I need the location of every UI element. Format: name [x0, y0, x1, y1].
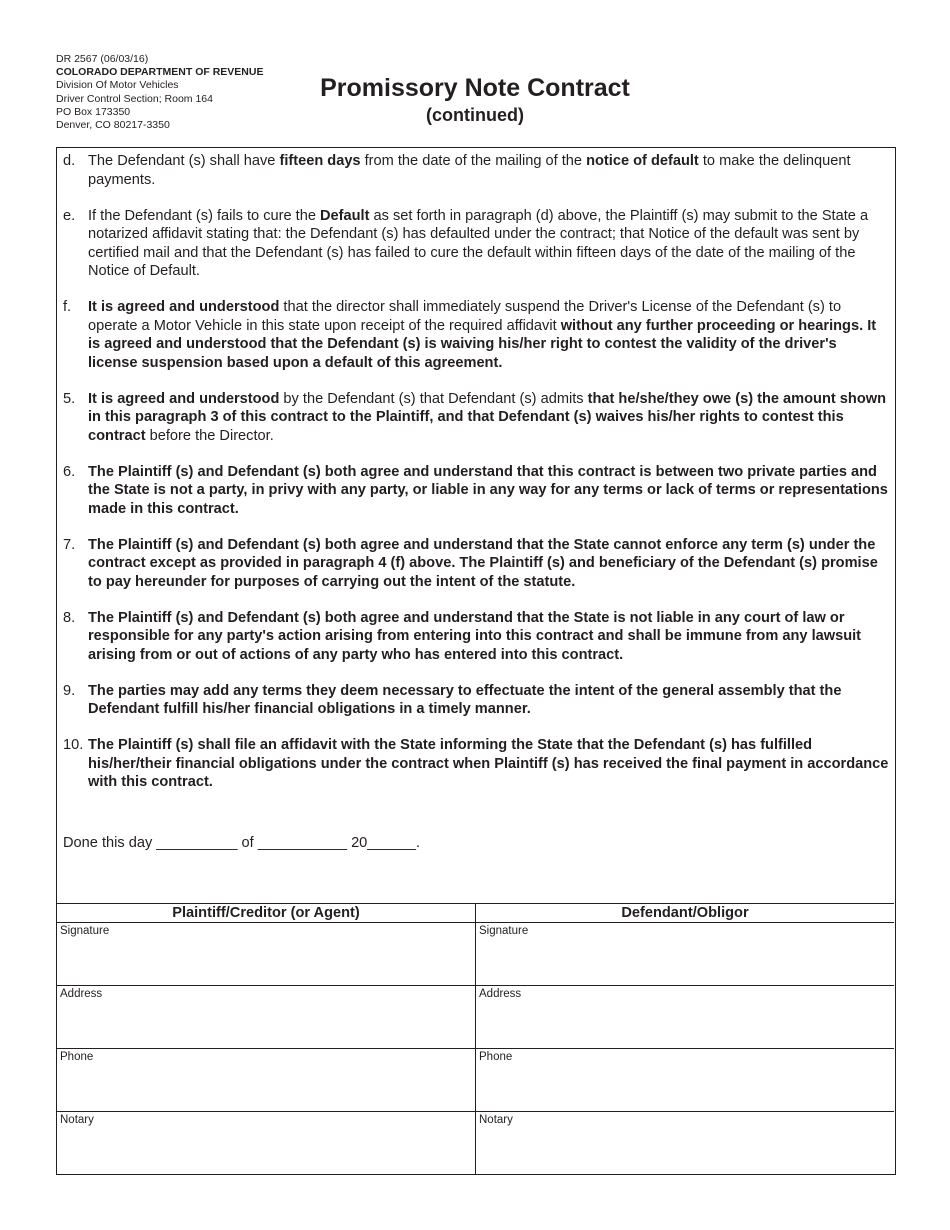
- contract-frame: [56, 147, 896, 1175]
- clause-item: [63, 682, 889, 719]
- clause-marker: f.: [63, 299, 72, 315]
- address-row: [57, 986, 894, 1049]
- plaintiff-header: Plaintiff/Creditor (or Agent): [57, 904, 476, 922]
- city-address: Denver, CO 80217-3350: [56, 119, 170, 132]
- clause-text: [88, 463, 889, 519]
- done-date-line: Done this day __________ of ___________ 20______.: [63, 835, 421, 851]
- po-box: PO Box 173350: [56, 105, 131, 118]
- division-name: Division Of Motor Vehicles: [56, 79, 179, 92]
- clause-text-segment: by the Defendant (s) that Defendant (s) admits: [279, 390, 588, 407]
- defendant-notary-field[interactable]: Notary: [479, 1114, 513, 1126]
- defendant-phone-field[interactable]: Phone: [479, 1051, 513, 1063]
- title-block: [0, 72, 950, 126]
- clause-marker: 8.: [63, 609, 76, 626]
- page-subtitle: (continued): [426, 105, 524, 125]
- clause-text-bold: The Plaintiff (s) and Defendant (s) both agree and understand that this contract is between two private parties and the State is not a party, in privy with any party, or liable in any way for any terms or lack of terms or representations made in this contract.: [88, 463, 888, 517]
- clause-text-segment: If the Defendant (s) fails to cure the: [88, 207, 320, 224]
- clause-marker: 9.: [63, 682, 76, 699]
- clause-text: [88, 682, 889, 719]
- clause-text-segment: from the date of the mailing of the: [360, 153, 587, 169]
- clause-text-bold: that he/she/they owe (s) the amount shown in this paragraph 3 of this contract to the Plaintiff, and that Defendant (s) waives his/her rights to contest this contract: [88, 390, 887, 444]
- signature-table: [57, 903, 894, 1174]
- plaintiff-address-field[interactable]: Address: [57, 986, 476, 1048]
- clause-text: [88, 390, 889, 446]
- plaintiff-notary-field[interactable]: Notary: [57, 1112, 476, 1174]
- clause-text-segment: The Defendant (s) shall have: [88, 153, 280, 169]
- clause-item: [63, 207, 889, 281]
- defendant-address-field[interactable]: Address: [479, 988, 522, 1000]
- clause-marker: 6.: [63, 463, 76, 480]
- plaintiff-phone-field[interactable]: Phone: [57, 1049, 476, 1111]
- department-name: COLORADO DEPARTMENT OF REVENUE: [56, 66, 264, 79]
- clause-text-bold: The Plaintiff (s) shall file an affidavit with the State informing the State that the Defendant (s) has fulfilled his/her/their financial obligations under the contract when Plaintiff (s) has received the final payment in accordance with this contract.: [88, 737, 889, 790]
- clause-text-segment: as set forth in paragraph (d) above, the Plaintiff (s) may submit to the State a notarized affidavit stating that: the Defendant (s) has defaulted under the contract; that Notice of the default was sent by certified mail and that the Defendant (s) has failed to cure the default within fifteen days of the date of the mailing of the Notice of Default.: [88, 207, 869, 279]
- signature-row: [57, 923, 894, 986]
- clause-text-bold: The Plaintiff (s) and Defendant (s) both agree and understand that the State cannot enforce any term (s) under the contract except as provided in paragraph 4 (f) above. The Plaintiff (s) and beneficiary of the Defendant (s) promise to pay hereunder for purposes of carrying out the intent of the statute.: [88, 536, 878, 590]
- clause-text: [88, 152, 889, 189]
- page-title: Promissory Note Contract: [320, 74, 630, 102]
- clause-text: [88, 609, 889, 665]
- clause-text-segment: that the director shall immediately suspend the Driver's License of the Defendant (s) to operate a Motor Vehicle in this state upon receipt of the required affidavit: [88, 299, 842, 334]
- clause-text-bold: notice of default: [586, 153, 699, 169]
- clause-item: [63, 736, 889, 792]
- clause-marker: d.: [63, 153, 76, 169]
- signature-table-header: [57, 904, 894, 923]
- clause-text-bold: It is agreed and understood: [88, 299, 280, 315]
- clause-item: [63, 152, 889, 189]
- defendant-signature-field[interactable]: Signature: [479, 925, 529, 937]
- clause-item: [63, 463, 889, 519]
- clause-item: [63, 536, 889, 592]
- clause-text-segment: before the Director.: [145, 427, 274, 444]
- phone-row: [57, 1049, 894, 1112]
- section-name: Driver Control Section; Room 164: [56, 92, 213, 105]
- defendant-header: Defendant/Obligor: [621, 905, 749, 921]
- clause-marker: 10.: [63, 737, 84, 753]
- clause-text-bold: without any further proceeding or hearings. It is agreed and understood that the Defendant (s) is waiving his/her right to contest the validity of the driver's license suspension based upon a default of this agreement.: [88, 317, 877, 371]
- clause-list: [63, 152, 889, 809]
- notary-row: [57, 1112, 894, 1174]
- clause-text-bold: Default: [320, 207, 370, 224]
- clause-text: [88, 207, 889, 281]
- clause-marker: 7.: [63, 536, 76, 553]
- clause-item: [63, 390, 889, 446]
- clause-marker: 5.: [63, 390, 76, 407]
- clause-text: [88, 736, 889, 792]
- clause-text-bold: It is agreed and understood: [88, 390, 280, 407]
- clause-text-bold: fifteen days: [279, 153, 361, 169]
- clause-item: [63, 298, 889, 372]
- clause-marker: e.: [63, 207, 76, 224]
- clause-text-bold: The parties may add any terms they deem necessary to effectuate the intent of the general assembly that the Defendant fulfill his/her financial obligations in a timely manner.: [88, 682, 842, 717]
- clause-text: [88, 536, 889, 592]
- plaintiff-signature-field[interactable]: Signature: [57, 923, 476, 985]
- clause-item: [63, 609, 889, 665]
- form-id: DR 2567 (06/03/16): [56, 53, 149, 65]
- clause-text-bold: The Plaintiff (s) and Defendant (s) both agree and understand that the State is not liable in any court of law or responsible for any party's action arising from entering into this contract and shall be immune from any lawsuit arising from or out of actions of any party who has entered into this contract.: [88, 609, 862, 663]
- clause-text-segment: to make the delinquent payments.: [88, 153, 851, 188]
- clause-text: [88, 298, 889, 372]
